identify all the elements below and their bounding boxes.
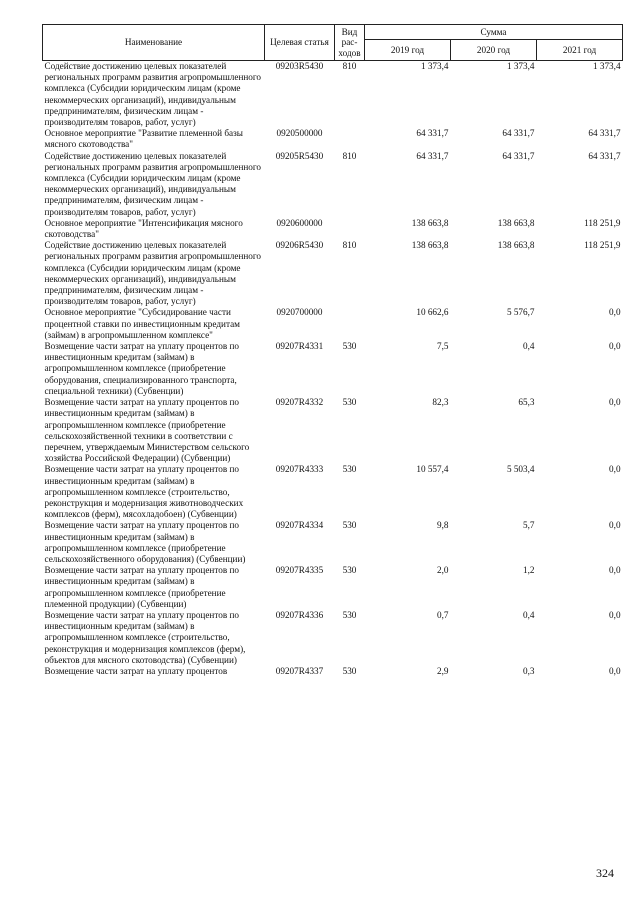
cell-code: 0920600000: [276, 217, 323, 228]
cell-2020: 5,7: [523, 520, 535, 531]
cell-2019: 64 331,7: [416, 128, 449, 139]
table-row: [43, 307, 623, 341]
cell-vid: 810: [342, 61, 357, 71]
cell-2021: 1 373,4: [592, 61, 621, 71]
cell-name: Возмещение части затрат на уплату процентов по инвестиционным кредитам (займам) в агропромышленном комплексе (приобретение племенной продукции) (Субвенции): [44, 565, 239, 609]
cell-vid: 530: [342, 609, 357, 620]
cell-name: Основное мероприятие "Интенсификация мясного скотоводства": [44, 217, 243, 240]
cell-2021: 118 251,9: [584, 240, 621, 251]
table-row: [43, 610, 623, 666]
cell-name: Возмещение части затрат на уплату процентов по инвестиционным кредитам (займам) в агропромышленном комплексе (строительство, реконструкция и модернизация животноводческих комплексов (ферм), мясохладобоен) (Субвенции): [44, 464, 244, 520]
header-2019: 2019 год: [365, 40, 451, 61]
cell-vid: 530: [342, 520, 357, 531]
cell-name: Возмещение части затрат на уплату процентов по инвестиционным кредитам (займам) в агропромышленном комплексе (строительство, реконструкция и модернизация комплексов (ферм), объектов для мясного скотоводства) (Субвенции): [44, 609, 246, 665]
table-row: [43, 464, 623, 520]
cell-2020: 0,4: [523, 341, 535, 352]
cell-2020: 138 663,8: [497, 217, 535, 228]
cell-code: 09207R4335: [275, 565, 324, 576]
cell-2021: 0,0: [609, 341, 621, 352]
cell-2021: 0,0: [609, 565, 621, 576]
table-row: [43, 565, 623, 610]
cell-2021: 0,0: [609, 665, 621, 676]
cell-2021: 0,0: [609, 520, 621, 531]
table-row: [43, 520, 623, 565]
cell-code: 09207R4337: [275, 665, 324, 676]
table-body: [43, 61, 623, 678]
cell-code: 09207R4334: [275, 520, 324, 531]
cell-code: 09207R4331: [275, 341, 324, 352]
cell-name: Основное мероприятие "Субсидирование части процентной ставки по инвестиционным кредитам (займам) в агропромышленном комплексе": [44, 307, 240, 340]
cell-2020: 5 503,4: [506, 464, 535, 475]
cell-2019: 10 662,6: [416, 307, 449, 318]
cell-2020: 64 331,7: [502, 150, 535, 161]
cell-name: Содействие достижению целевых показателей региональных программ развития агропромышленного комплекса (Субсидии юридическим лицам (кроме некоммерческих организаций), индивидуальным предпринимателям, физическим лицам - производителям товаров, работ, услуг): [44, 61, 262, 128]
cell-2020: 1 373,4: [506, 61, 535, 71]
cell-name: Возмещение части затрат на уплату процентов: [44, 665, 228, 676]
cell-2020: 5 576,7: [506, 307, 535, 318]
cell-2020: 0,4: [523, 609, 535, 620]
cell-2019: 9,8: [437, 520, 449, 531]
table-row: [43, 128, 623, 150]
cell-2020: 65,3: [518, 397, 535, 408]
cell-vid: 530: [342, 341, 357, 352]
table-row: [43, 397, 623, 464]
page-number: 324: [596, 866, 614, 880]
table-row: [43, 151, 623, 218]
table-row: [43, 666, 623, 677]
cell-vid: [335, 218, 365, 240]
cell-name: Основное мероприятие "Развитие племенной базы мясного скотоводства": [44, 128, 243, 150]
cell-code: 09207R4333: [275, 464, 324, 475]
table-row: [43, 240, 623, 307]
cell-vid: 530: [342, 397, 357, 408]
cell-name: Содействие достижению целевых показателей региональных программ развития агропромышленного комплекса (Субсидии юридическим лицам (кроме некоммерческих организаций), индивидуальным предпринимателям, физическим лицам - производителям товаров, работ, услуг): [44, 240, 262, 307]
cell-code: 0920500000: [276, 128, 323, 139]
cell-2019: 2,9: [437, 665, 449, 676]
cell-vid: 810: [342, 150, 357, 161]
header-name: Наименование: [43, 25, 265, 61]
cell-2019: 64 331,7: [416, 150, 449, 161]
cell-code: 09207R4336: [275, 609, 324, 620]
cell-vid: 810: [342, 240, 357, 251]
table-header: [43, 25, 623, 61]
cell-name: Содействие достижению целевых показателей региональных программ развития агропромышленного комплекса (Субсидии юридическим лицам (кроме некоммерческих организаций), индивидуальным предпринимателям, физическим лицам - производителям товаров, работ, услуг): [44, 150, 262, 217]
cell-code: 09207R4332: [275, 397, 324, 408]
table-row: [43, 341, 623, 397]
cell-2019: 10 557,4: [416, 464, 449, 475]
cell-2019: 82,3: [432, 397, 449, 408]
cell-2021: 0,0: [609, 307, 621, 318]
cell-2021: 64 331,7: [588, 150, 621, 161]
cell-code: 0920700000: [276, 307, 323, 318]
cell-vid: [335, 128, 365, 150]
header-code: Целевая статья: [265, 25, 335, 61]
cell-2021: 118 251,9: [584, 217, 621, 228]
header-vid: Вид рас-ходов: [335, 25, 365, 61]
cell-2020: 138 663,8: [497, 240, 535, 251]
table-row: [43, 61, 623, 129]
cell-2019: 2,0: [437, 565, 449, 576]
cell-2019: 1 373,4: [420, 61, 449, 71]
cell-2021: 0,0: [609, 464, 621, 475]
cell-code: 09203R5430: [275, 61, 324, 71]
cell-vid: 530: [342, 665, 357, 676]
cell-2020: 1,2: [523, 565, 535, 576]
cell-vid: 530: [342, 565, 357, 576]
cell-2020: 0,3: [523, 665, 535, 676]
cell-name: Возмещение части затрат на уплату процентов по инвестиционным кредитам (займам) в агропромышленном комплексе (приобретение оборудования, специализированного транспорта, специальной техники) (Субвенции): [44, 341, 239, 396]
header-sum: Сумма: [365, 25, 623, 40]
table-row: [43, 218, 623, 240]
cell-2019: 7,5: [437, 341, 449, 352]
header-2021: 2021 год: [537, 40, 623, 61]
cell-2019: 138 663,8: [411, 217, 449, 228]
budget-table: [42, 24, 623, 677]
cell-2021: 64 331,7: [588, 128, 621, 139]
cell-vid: [335, 307, 365, 341]
cell-2021: 0,0: [609, 609, 621, 620]
cell-2021: 0,0: [609, 397, 621, 408]
cell-vid: 530: [342, 464, 357, 475]
cell-2019: 0,7: [437, 609, 449, 620]
cell-name: Возмещение части затрат на уплату процентов по инвестиционным кредитам (займам) в агропромышленном комплексе (приобретение сельскохозяйственной техники в соответствии с перечнем, утверждаемым Министерством сельского хозяйства Российской Федерации) (Субвенции): [44, 397, 250, 464]
cell-code: 09205R5430: [275, 150, 324, 161]
cell-2020: 64 331,7: [502, 128, 535, 139]
cell-code: 09206R5430: [275, 240, 324, 251]
cell-2019: 138 663,8: [411, 240, 449, 251]
cell-name: Возмещение части затрат на уплату процентов по инвестиционным кредитам (займам) в агропромышленном комплексе (приобретение сельскохозяйственного оборудования) (Субвенции): [44, 520, 246, 564]
header-2020: 2020 год: [451, 40, 537, 61]
